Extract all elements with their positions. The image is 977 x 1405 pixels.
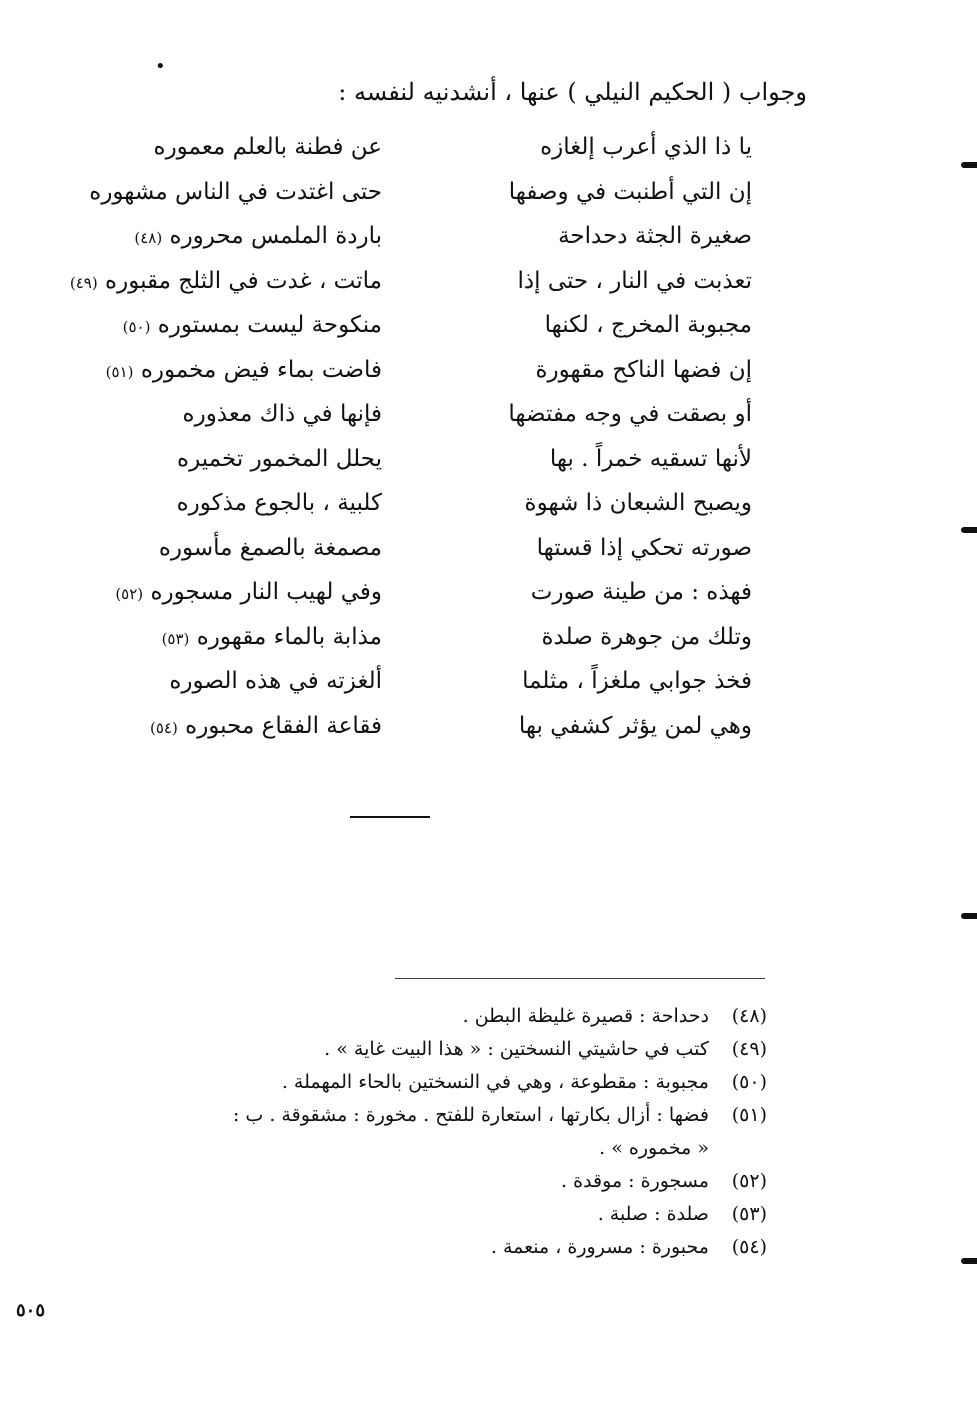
verse-second-hemistich — [22, 214, 382, 260]
verse-second-hemistich — [22, 170, 382, 216]
hemistich-text: كلبية ، بالجوع مذكوره — [176, 490, 382, 516]
footnote-number: (٥٣) — [731, 1203, 767, 1225]
verse-second-hemistich — [22, 125, 382, 171]
footnote-marker: (٥٤) — [149, 718, 178, 737]
verse-first-hemistich: إن فضها الناكح مقهورة — [535, 356, 752, 383]
hemistich-text: يحلل المخمور تخميره — [177, 445, 382, 472]
verse-first-hemistich: فخذ جوابي ملغزاً ، مثلما — [522, 668, 752, 694]
footnote-item — [491, 1231, 767, 1263]
verse-second-hemistich — [22, 481, 382, 527]
footnote-item — [463, 1000, 767, 1032]
footnote-text: « مخموره » . — [599, 1137, 709, 1159]
footnote-text: محبورة : مسرورة ، منعمة . — [490, 1236, 709, 1258]
intro-line: وجواب ( الحكيم النيلي ) عنها ، أنشدنيه لنفسه : — [338, 78, 807, 106]
hemistich-text: فاضت بماء فيض مخموره — [140, 356, 382, 383]
verse-second-hemistich — [22, 348, 382, 394]
verse-line — [0, 392, 977, 436]
verse-line — [0, 437, 977, 481]
footnote-marker: (٥١) — [105, 362, 134, 381]
edge-mark — [961, 162, 977, 168]
footnote-marker: (٥٢) — [115, 585, 144, 603]
verse-first-hemistich: تعذبت في النار ، حتى إذا — [517, 267, 752, 294]
edge-mark — [961, 1258, 977, 1264]
verse-first-hemistich: وتلك من جوهرة صلدة — [541, 623, 752, 650]
ink-dot: • — [155, 56, 166, 77]
footnote-text: فضها : أزال بكارتها ، استعارة للفتح . مخورة : مشقوقة . ب : — [232, 1104, 709, 1126]
footnote-number: (٥٠) — [731, 1071, 767, 1093]
verse-first-hemistich: مجبوبة المخرج ، لكنها — [544, 312, 752, 338]
verse-second-hemistich — [22, 659, 382, 705]
hemistich-text: حتى اغتدت في الناس مشهوره — [89, 178, 382, 205]
footnote-marker: (٥٣) — [161, 629, 190, 648]
verse-line — [0, 659, 977, 703]
verse-line — [0, 704, 977, 748]
verse-line — [0, 570, 977, 614]
verse-second-hemistich — [22, 704, 382, 750]
footnote-item — [233, 1099, 767, 1131]
verse-second-hemistich — [22, 615, 382, 661]
footnote-item — [282, 1066, 767, 1098]
footnote-item — [324, 1033, 767, 1065]
footnote-item — [599, 1132, 767, 1164]
verse-first-hemistich: صورته تحكي إذا قستها — [536, 534, 752, 561]
hemistich-text: فإنها في ذاك معذوره — [182, 401, 382, 427]
hemistich-text: باردة الملمس محروره — [169, 223, 382, 249]
verse-line — [0, 170, 977, 214]
hemistich-text: فقاعة الفقاع محبوره — [185, 712, 382, 739]
verse-line — [0, 125, 977, 169]
footnote-text: صلدة : صلبة . — [597, 1203, 709, 1225]
footnote-number: (٥١) — [731, 1104, 767, 1126]
verse-first-hemistich: فهذه : من طينة صورت — [530, 579, 752, 605]
hemistich-text: عن فطنة بالعلم معموره — [153, 134, 382, 160]
hemistich-text: وفي لهيب النار مسجوره — [150, 579, 382, 605]
footnote-item — [561, 1165, 767, 1197]
verse-second-hemistich — [22, 437, 382, 483]
verse-line — [0, 303, 977, 347]
verse-first-hemistich: وهي لمن يؤثر كشفي بها — [518, 712, 752, 739]
verse-first-hemistich: إن التي أطنبت في وصفها — [508, 178, 752, 205]
verse-second-hemistich — [22, 303, 382, 349]
section-divider — [350, 816, 430, 818]
footnote-text: مجبوبة : مقطوعة ، وهي في النسختين بالحاء المهملة . — [281, 1071, 709, 1093]
footnote-text: مسجورة : موقدة . — [561, 1170, 709, 1192]
hemistich-text: ماتت ، غدت في الثلج مقبوره — [105, 267, 382, 294]
page-number: ٥٠٥ — [16, 1300, 46, 1321]
verse-line — [0, 348, 977, 392]
verse-line — [0, 481, 977, 525]
footnote-marker: (٥٠) — [122, 318, 151, 336]
verse-second-hemistich — [22, 570, 382, 616]
verse-first-hemistich: يا ذا الذي أعرب إلغازه — [540, 134, 752, 160]
verse-second-hemistich — [22, 259, 382, 305]
footnote-number: (٤٨) — [731, 1005, 767, 1027]
edge-mark — [961, 527, 977, 533]
verse-first-hemistich: أو بصقت في وجه مفتضها — [508, 401, 752, 427]
footnote-item — [598, 1198, 767, 1230]
footnote-number: (٥٤) — [731, 1236, 767, 1258]
footnote-number: (٤٩) — [731, 1038, 767, 1060]
hemistich-text: مصمغة بالصمغ مأسوره — [158, 534, 382, 561]
verse-second-hemistich — [22, 392, 382, 438]
verse-first-hemistich: صغيرة الجثة دحداحة — [558, 223, 752, 249]
edge-mark — [961, 913, 977, 919]
verse-first-hemistich: لأنها تسقيه خمراً . بها — [549, 445, 752, 472]
footnote-text: كتب في حاشيتي النسختين : « هذا البيت غاية » . — [324, 1038, 709, 1060]
hemistich-text: ألغزته في هذه الصوره — [169, 668, 382, 694]
verse-second-hemistich — [22, 526, 382, 572]
footnote-rule — [395, 978, 765, 979]
hemistich-text: مذابة بالماء مقهوره — [196, 623, 382, 650]
footnote-marker: (٤٨) — [134, 229, 163, 247]
footnote-number: (٥٢) — [731, 1170, 767, 1192]
footnote-text: دحداحة : قصيرة غليظة البطن . — [462, 1005, 709, 1027]
footnote-marker: (٤٩) — [69, 273, 98, 292]
verse-line — [0, 615, 977, 659]
hemistich-text: منكوحة ليست بمستوره — [157, 312, 382, 338]
verse-line — [0, 526, 977, 570]
verse-line — [0, 259, 977, 303]
verse-first-hemistich: ويصبح الشبعان ذا شهوة — [524, 490, 752, 516]
verse-line — [0, 214, 977, 258]
